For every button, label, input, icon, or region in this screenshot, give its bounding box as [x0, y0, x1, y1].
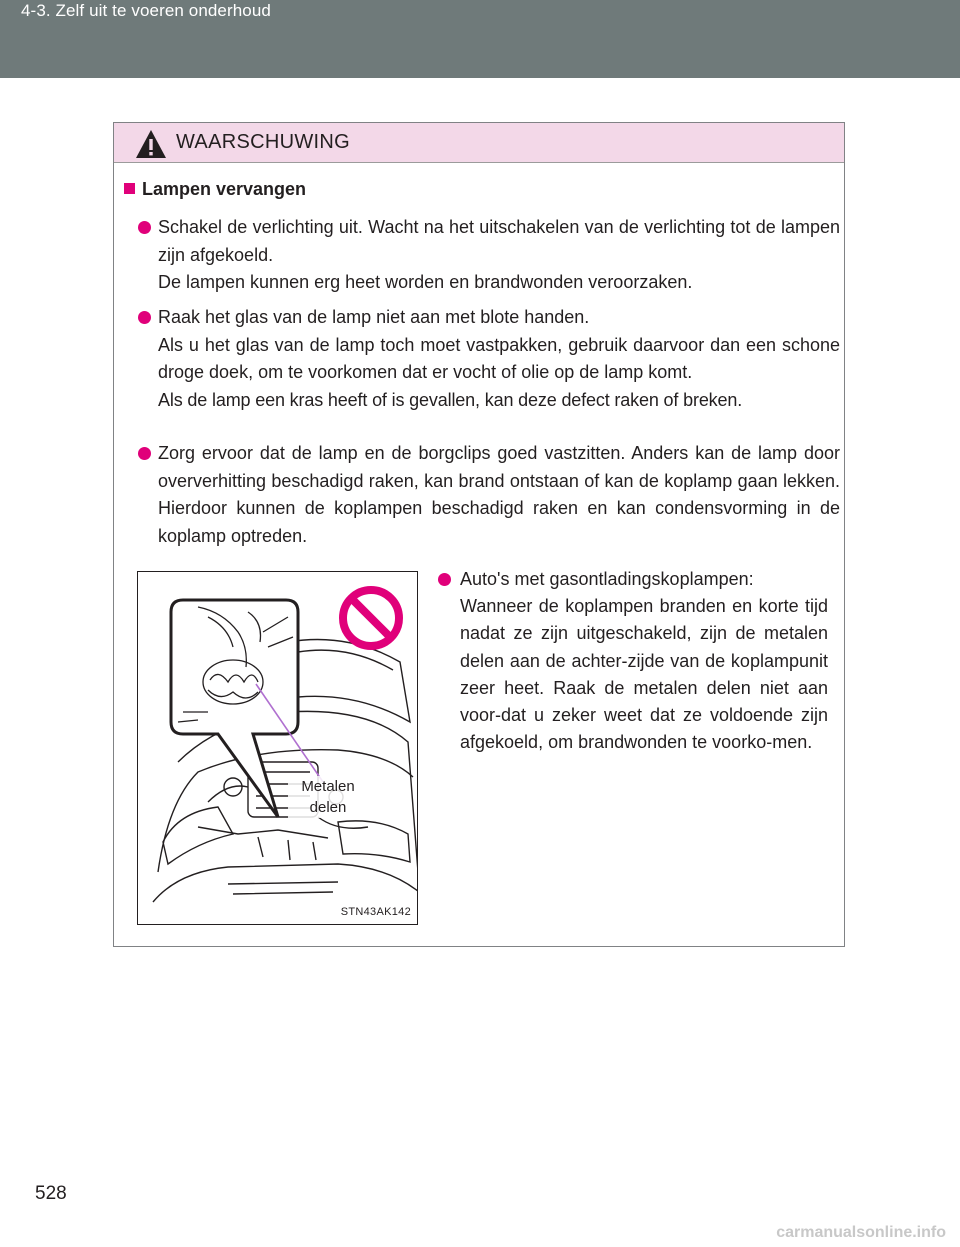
warning-item-4: [438, 566, 828, 756]
bullet-dot-icon: [138, 447, 151, 460]
item-text: Als u het glas van de lamp toch moet vastpakken, gebruik daarvoor dan een schone droge doek, om te voorkomen dat er vocht of olie op de lamp komt.: [158, 334, 840, 382]
item-text: De lampen kunnen erg heet worden en brandwonden veroorzaken.: [158, 272, 693, 292]
warning-triangle-icon: [134, 128, 168, 160]
bullet-dot-icon: [138, 311, 151, 324]
item-text: Zorg ervoor dat de lamp en de borgclips goed vastzitten. Anders kan de lamp door oververhitting beschadigd raken, kan brand ontstaan of kan de koplamp gaan lekken. Hierdoor kunnen de koplampen beschadigd raken en kan condensvorming in de koplamp optreden.: [158, 443, 840, 546]
warning-header: [114, 123, 844, 163]
warning-box: [113, 122, 845, 947]
metal-parts-label: Metalen delen: [288, 776, 368, 818]
item-title: Auto's met gasontladingskoplampen:: [460, 569, 754, 589]
item-text: Raak het glas van de lamp niet aan met blote handen.: [158, 307, 590, 327]
item-text: Schakel de verlichting uit. Wacht na het uitschakelen van de verlichting tot de lampen zijn afgekoeld.: [158, 217, 840, 265]
warning-item-2: [138, 304, 840, 414]
header-bar: [0, 0, 960, 78]
engine-bay-drawing: [138, 572, 418, 925]
figure-code: STN43AK142: [340, 906, 411, 918]
section-title: Lampen vervangen: [124, 179, 306, 200]
bullet-dot-icon: [138, 221, 151, 234]
warning-label: WAARSCHUWING: [176, 131, 350, 153]
watermark: carmanualsonline.info: [776, 1224, 946, 1241]
warning-item-3: [138, 440, 840, 550]
item-text: Als de lamp een kras heeft of is gevallen, kan deze defect raken of breken.: [158, 389, 743, 410]
square-bullet-icon: [124, 183, 135, 194]
engine-bay-illustration: [137, 571, 418, 925]
warning-item-1: [138, 214, 840, 297]
page-number: 528: [35, 1183, 67, 1204]
bullet-dot-icon: [438, 573, 451, 586]
item-text: Wanneer de koplampen branden en korte tijd nadat ze zijn uitgeschakeld, zijn de metalen delen aan de achter-zijde van de koplampunit zeer heet. Raak de metalen delen niet aan voor-dat u zeker weet dat ze voldoende zijn afgekoeld, om brandwonden te voorko-men.: [460, 596, 828, 753]
section-heading: 4-3. Zelf uit te voeren onderhoud: [21, 1, 271, 20]
